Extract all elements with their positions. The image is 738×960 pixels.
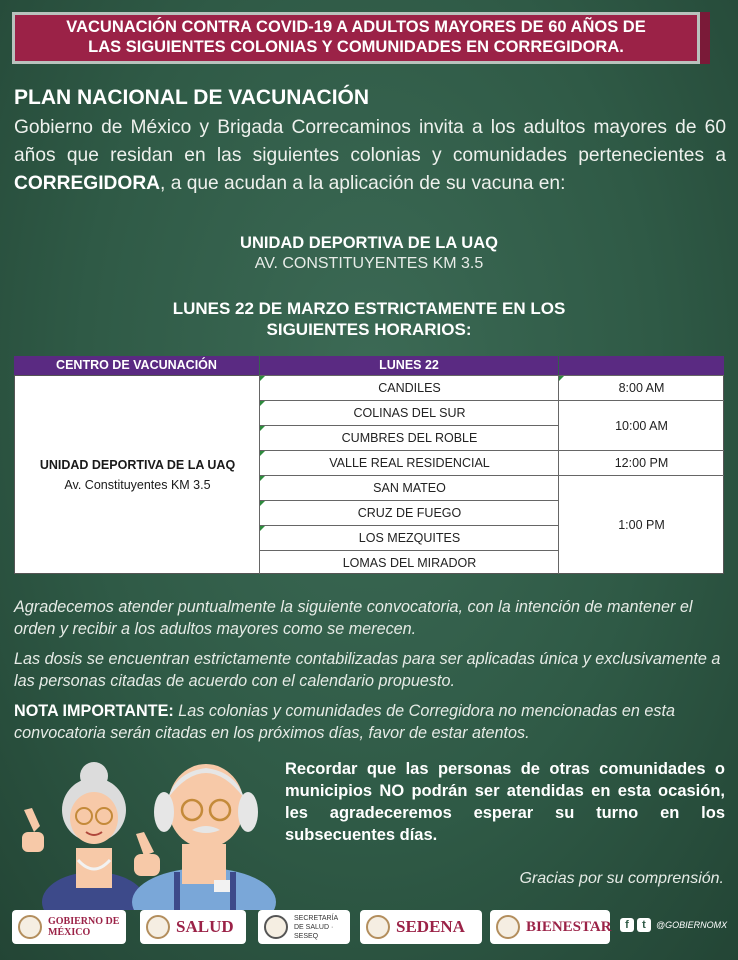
centro-name: UNIDAD DEPORTIVA DE LA UAQ xyxy=(39,457,236,472)
logo-salud-text: SALUD xyxy=(176,917,234,936)
plan-title: PLAN NACIONAL DE VACUNACIÓN xyxy=(14,86,370,109)
table-row-colonia xyxy=(259,500,559,525)
header-time xyxy=(559,356,724,375)
banner-line-2: LAS SIGUIENTES COLONIAS Y COMUNIDADES EN CORREGIDORA. xyxy=(88,38,624,56)
paragraph-agradecemos: Agradecemos atender puntualmente la siguiente convocatoria, con la intención de mantener el orden y recibir a los adultos mayores como se merecen. xyxy=(14,598,693,638)
table-row-colonia xyxy=(259,425,559,450)
cell-marker-icon xyxy=(260,426,265,431)
cell-marker-icon xyxy=(260,451,265,456)
table-row-colonia xyxy=(259,450,559,475)
cell-marker-icon xyxy=(260,401,265,406)
logo-gobierno-text: GOBIERNO DE MÉXICO xyxy=(48,916,120,938)
footer-logos xyxy=(0,906,738,960)
date-heading xyxy=(120,298,618,340)
twitter-icon[interactable]: t xyxy=(637,918,651,932)
colonia-name: CANDILES xyxy=(378,381,441,395)
eagle-seal-icon xyxy=(496,915,520,939)
facebook-icon[interactable]: f xyxy=(620,918,634,932)
reminder-text: Recordar que las personas de otras comunidades o municipios NO podrán ser atendidas en esta ocasión, les agradeceremos esperar su turno en los subsecuentes días. xyxy=(285,760,725,844)
eagle-seal-icon xyxy=(18,915,42,939)
intro-text-1: Gobierno de México y Brigada Correcaminos invita a los adultos mayores de 60 años que residan en las siguientes colonias y comunidades pertenecientes a xyxy=(14,117,726,166)
colonia-name: VALLE REAL RESIDENCIAL xyxy=(329,456,490,470)
seniors-illustration xyxy=(14,752,286,910)
header-centro: CENTRO DE VACUNACIÓN xyxy=(14,356,259,375)
table-row-colonia xyxy=(259,375,559,400)
logo-salud xyxy=(140,910,246,944)
centro-cell xyxy=(15,376,260,573)
intro-municipality: CORREGIDORA xyxy=(14,173,161,194)
nota-label: NOTA IMPORTANTE: xyxy=(14,702,174,720)
cell-marker-icon xyxy=(260,526,265,531)
colonia-name: CUMBRES DEL ROBLE xyxy=(341,431,478,445)
queretaro-shield-icon xyxy=(264,915,288,939)
thanks-text: Gracias por su comprensión. xyxy=(519,870,724,887)
time-value: 10:00 AM xyxy=(615,418,668,433)
logo-seseq xyxy=(258,910,350,944)
centro-address: Av. Constituyentes KM 3.5 xyxy=(64,477,211,492)
cell-marker-icon xyxy=(260,501,265,506)
paragraph-nota xyxy=(14,700,726,744)
logo-bienestar xyxy=(490,910,610,944)
time-value: 12:00 PM xyxy=(614,456,669,470)
cell-marker-icon xyxy=(260,376,265,381)
date-line-2: SIGUIENTES HORARIOS: xyxy=(266,320,472,339)
colonia-name: COLINAS DEL SUR xyxy=(353,406,466,420)
top-banner xyxy=(12,12,710,64)
venue-address: AV. CONSTITUYENTES KM 3.5 xyxy=(254,255,484,272)
date-line-1: LUNES 22 DE MARZO ESTRICTAMENTE EN LOS xyxy=(172,299,566,318)
social-links xyxy=(620,918,727,932)
schedule-table xyxy=(14,356,724,574)
time-cell xyxy=(558,475,724,574)
paragraph-dosis: Las dosis se encuentran estrictamente contabilizadas para ser aplicadas única y exclusivamente a las personas citadas de acuerdo con el calendario propuesto. xyxy=(14,650,721,690)
logo-sedena xyxy=(360,910,482,944)
table-row-colonia xyxy=(259,400,559,425)
time-value: 1:00 PM xyxy=(618,518,665,532)
logo-bienestar-text: BIENESTAR xyxy=(526,918,612,935)
nota-text: Las colonias y comunidades de Corregidora no mencionadas en esta convocatoria serán citadas en los próximos días, favor de estar atentos. xyxy=(14,702,675,742)
table-body xyxy=(14,375,724,574)
table-row-colonia xyxy=(259,525,559,550)
colonia-name: CRUZ DE FUEGO xyxy=(357,506,462,520)
time-cell xyxy=(558,375,724,400)
banner-line-1: VACUNACIÓN CONTRA COVID-19 A ADULTOS MAYORES DE 60 AÑOS DE xyxy=(66,18,646,36)
time-value: 8:00 AM xyxy=(618,381,665,395)
logo-seseq-text: SECRETARÍA DE SALUD · SESEQ xyxy=(294,914,338,940)
time-cell xyxy=(558,400,724,450)
eagle-seal-icon xyxy=(146,915,170,939)
table-row-colonia xyxy=(259,550,559,574)
logo-sedena-text: SEDENA xyxy=(396,917,465,936)
colonia-name: SAN MATEO xyxy=(373,481,446,495)
header-day: LUNES 22 xyxy=(260,356,558,375)
colonia-name: LOS MEZQUITES xyxy=(358,531,461,545)
intro-paragraph xyxy=(14,114,726,198)
time-cell xyxy=(558,450,724,475)
venue-name: UNIDAD DEPORTIVA DE LA UAQ xyxy=(240,234,498,252)
intro-text-2: , a que acudan a la aplicación de su vacuna en: xyxy=(160,173,566,194)
eagle-seal-icon xyxy=(366,915,390,939)
table-row-colonia xyxy=(259,475,559,500)
social-handle[interactable]: @GOBIERNOMX xyxy=(656,920,728,930)
logo-gobierno-mexico xyxy=(12,910,126,944)
cell-marker-icon xyxy=(260,476,265,481)
venue-block xyxy=(0,234,738,273)
colonia-name: LOMAS DEL MIRADOR xyxy=(342,555,477,570)
cell-marker-icon xyxy=(559,376,564,381)
